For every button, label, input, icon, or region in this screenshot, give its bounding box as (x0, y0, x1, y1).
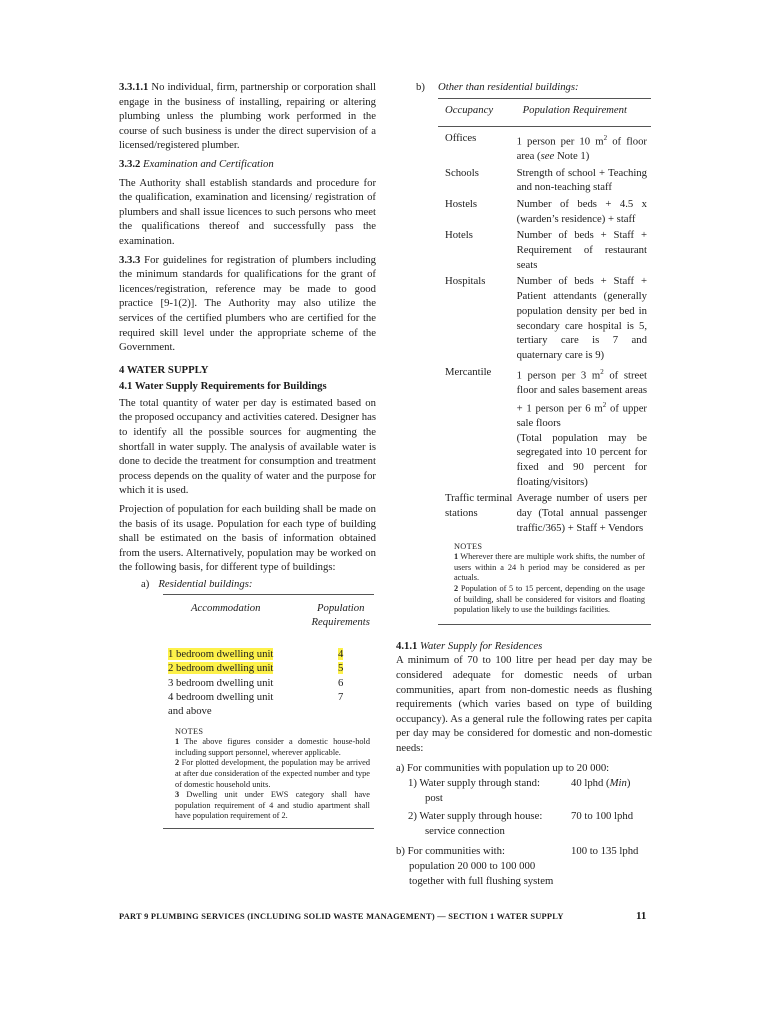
heading-water-supply: 4 WATER SUPPLY (119, 363, 209, 376)
residential-table (163, 595, 374, 719)
residential-table-block (163, 594, 374, 829)
col-header-population-requirement: Population Requirement (517, 99, 651, 127)
para-3-3-3: 3.3.3 For guidelines for registration of plumbers including the minimum standards for qualifications for the grant of licences/registration, reference may be made to good practice [9-1(2)]. The Authority may also utilize the services of the certified plumbers who are certified for the required skill level under the appropriate scheme of the Government. (119, 253, 376, 354)
table-row: 2 bedroom dwelling unit 5 (168, 662, 344, 675)
para-4-1-1: A minimum of 70 to 100 litre per head per day may be considered adequate for domestic needs of urban communities, apart from non-domestic needs as flushing requirements (which varies based on type of building occupancy). As a general rule the following rates per capita per day may be considered for domestic and non-domestic needs: (396, 654, 652, 754)
col-header-accommodation: Accommodation (191, 601, 261, 614)
col-header-occupancy: Occupancy (438, 99, 517, 127)
table-row: 4 bedroom dwelling unit and above 7 (168, 691, 344, 718)
other-buildings-table-block (438, 98, 651, 625)
table-row: 1 bedroom dwelling unit 4 (168, 648, 344, 661)
table-row: Offices 1 person per 10 $m^2$ of floor area (see Note 1) (445, 131, 647, 162)
left-column (119, 80, 376, 829)
col-header-population: Population Requirements (311, 601, 370, 628)
table-header (438, 99, 651, 127)
list-item: 2) Water supply through house: 70 to 100 lphd (408, 810, 634, 823)
para-4-1: The total quantity of water per day is estimated based on the proposed occupancy and activities catered. Designer has to identify all the possible sources for augmenting the shortfall in water supply. The analysis of available water is done to decide the treatment for consumption and treatment process depends on the quality of water and the purpose for which it is used. (119, 396, 376, 497)
note-3: 3 Dwelling unit under EWS category shall have population requirement of 4 and studio apartment shall have population requirement of 2. (175, 790, 370, 821)
note-1: 1 The above figures consider a domestic house-hold including support personnel, wherever applicable. (175, 737, 370, 757)
note-2: 2 Population of 5 to 15 percent, depending on the usage of building, shall be considered for visitors and floating population likely to use the buildings facilities. (454, 583, 645, 615)
right-column (396, 80, 652, 888)
heading-4-1: 4.1 Water Supply Requirements for Buildings (119, 380, 327, 393)
table-row: Schools Strength of school + Teaching and non-teaching staff (445, 166, 647, 194)
rates-list (396, 761, 652, 888)
residential-notes (163, 719, 374, 828)
notes-title: NOTES (454, 541, 483, 551)
para-3-3-1-1: 3.3.1.1 No individual, firm, partnership or corporation shall engage in the business of installing, repairing or altering plumbing unless the plumbing work performed in the course of such business is under the direct supervision of a licensed/registered plumber. (119, 81, 376, 152)
page-number: 11 (636, 910, 647, 922)
list-item-continuation: post (425, 791, 443, 804)
table-row: Mercantile 1 person per 3 $m^2$ of street floor and sales basement areas + 1 person per 6 $m^2$ of upper sale floors (Total population may be segregated into 10 percent for fixed and 90 percent for floating/visitors) (445, 365, 648, 488)
notes-title: NOTES (175, 726, 204, 736)
para-3-3-2: The Authority shall establish standards and procedure for the qualification, examination and licensing/ registration of plumbers and shall issue licences to such persons who meet the qualifications thereof and successfully pass the examination. (119, 176, 376, 247)
note-1: 1 Wherever there are multiple work shifts, the number of users within a 24 h period may be considered as per actuals. (454, 552, 645, 583)
other-buildings-table (438, 99, 651, 538)
table-row: Traffic terminal stations Average number of users per day (Total annual passenger traffic/365) + Staff + Vendors (445, 492, 647, 534)
residential-label: a) Residential buildings: (141, 578, 253, 590)
para-projection: Projection of population for each building shall be made on the basis of its usage. Population for each type of building shall be estimated on the basis of information obtained from the users. Alternatively, population may be worked on the following basis, for different type of buildings: (119, 503, 376, 574)
other-buildings-notes (438, 538, 651, 624)
table-row: Hospitals Number of beds + Staff + Patient attendants (generally population density per bed in secondary care hospital is 5, tertiary care is 7 and quaternary care is 9) (445, 275, 647, 361)
clause-number: 3.3.1.1 (119, 81, 149, 93)
list-item-continuation: service connection (425, 824, 505, 837)
list-item-continuation: population 20 000 to 100 000 (409, 860, 536, 873)
table-header (163, 595, 374, 648)
list-item: 1) Water supply through stand: 40 lphd (Min) (408, 777, 631, 790)
heading-3-3-2: 3.3.2 Examination and Certification (119, 157, 274, 170)
page-footer: PART 9 PLUMBING SERVICES (INCLUDING SOLID WASTE MANAGEMENT) — SECTION 1 WATER SUPPLY (119, 912, 564, 921)
table-row: Hotels Number of beds + Staff + Requirement of restaurant seats (445, 229, 647, 271)
list-item: a) For communities with population up to 20 000: (396, 762, 610, 775)
table-row: 3 bedroom dwelling unit 6 (168, 676, 344, 689)
list-item-continuation: together with full flushing system (409, 874, 554, 887)
table-row: Hostels Number of beds + 4.5 x (warden’s residence) + staff (445, 197, 647, 225)
note-2: 2 For plotted development, the population may be arrived at after due consideration of the expected number and type of domestic household units. (175, 758, 370, 789)
other-buildings-label: b) Other than residential buildings: (416, 81, 579, 93)
list-item: b) For communities with: 100 to 135 lphd (396, 845, 639, 858)
heading-4-1-1: 4.1.1 Water Supply for Residences (396, 639, 543, 652)
